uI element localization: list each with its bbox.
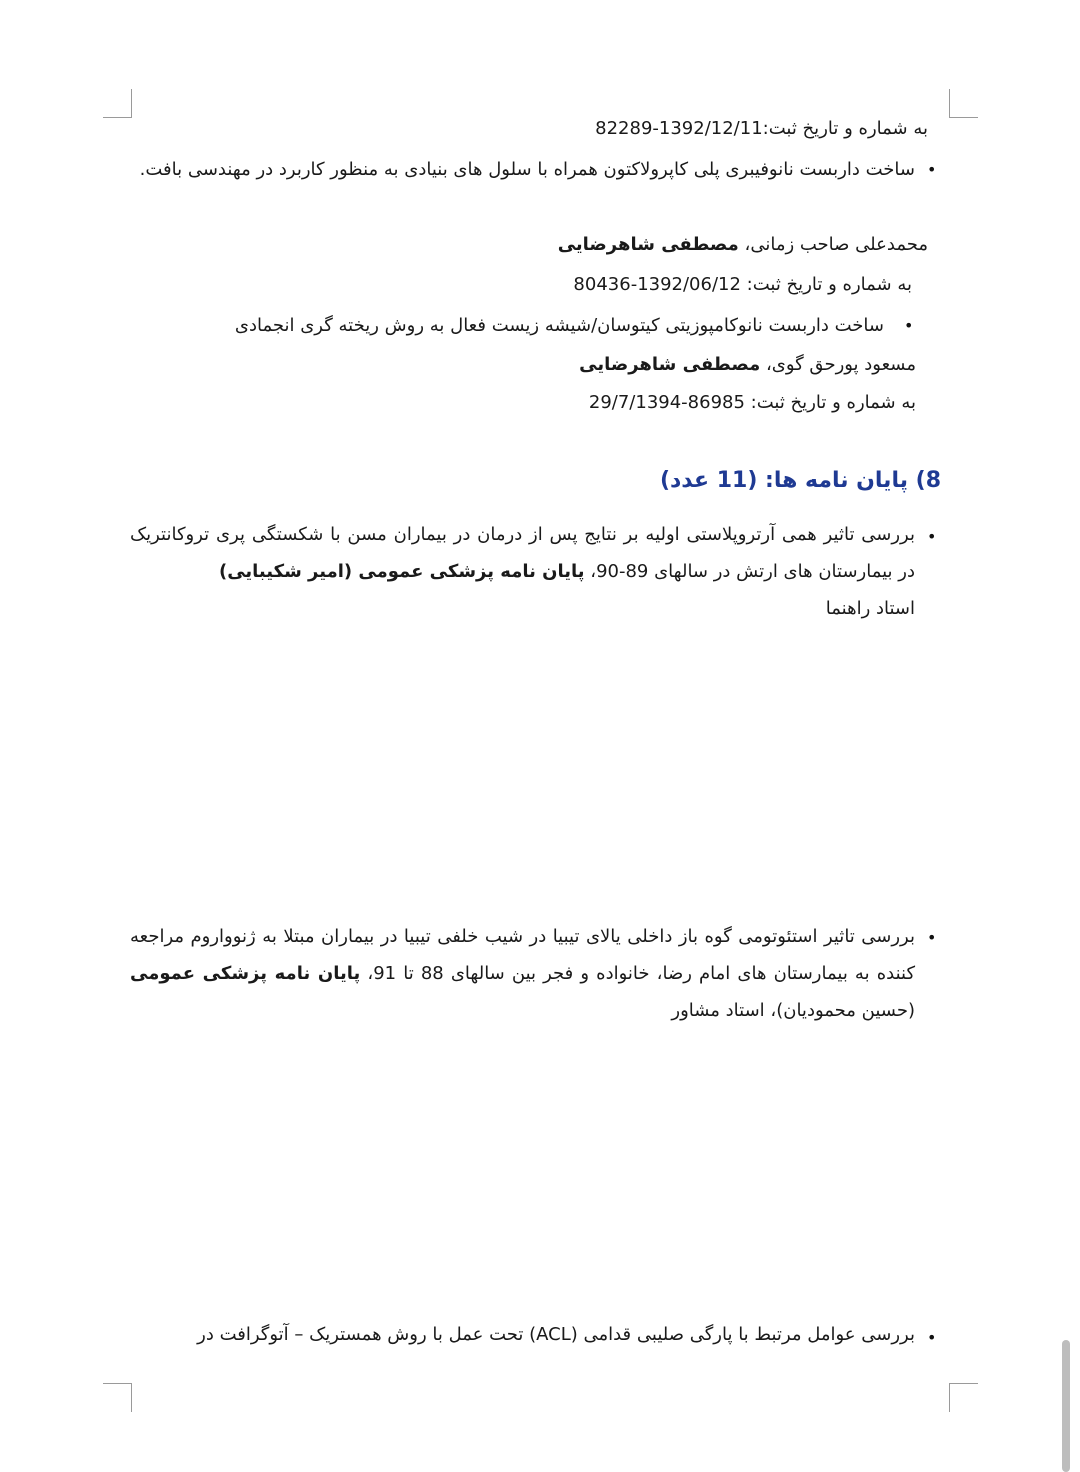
thesis-1-role: استاد راهنما [825,598,915,619]
section-heading-theses: 8) پایان نامه ها: (11 عدد) [659,468,941,493]
thesis-item-3: بررسی عوامل مرتبط با پارگی صلیبی قدامی (ACL) تحت عمل با روش همستریک – آتوگرافت در [197,1324,915,1345]
vertical-scrollbar[interactable] [1062,1340,1070,1472]
thesis-1-bold: پایان نامه پزشکی عمومی (امیر شکیبایی) [218,561,585,582]
authors-2-names: مسعود پورحق گوی، [760,354,916,375]
authors-2-bold-name: مصطفی شاهرضایی [579,354,761,375]
bullet-thesis-2: • [927,928,937,947]
thesis-1-text: بررسی تاثیر همی آرتروپلاستی اولیه بر نتایج پس از درمان در بیماران مسن با شکستگی پری تروکانتریک در بیمارستان های ارتش در سالهای 89-90، [130,524,915,582]
registration-line-3: به شماره و تاریخ ثبت: 86985-29/7/1394 [588,392,916,413]
registration-line-1: به شماره و تاریخ ثبت:1392/12/11-82289 [595,118,928,139]
crop-mark-bottom-right [949,1383,978,1412]
patent-item-2: ساخت داربست نانوکامپوزیتی کیتوسان/شیشه زیست فعال به روش ریخته گری انجمادی [234,315,884,336]
crop-mark-top-left [103,89,132,118]
bullet-item-1: • [927,160,937,179]
bullet-item-2: • [904,316,914,335]
crop-mark-bottom-left [103,1383,132,1412]
authors-line-2 [579,352,916,378]
bullet-thesis-1: • [927,527,937,546]
bullet-thesis-3: • [927,1328,937,1347]
thesis-2-role: (حسین محمودیان)، استاد مشاور [671,1000,915,1021]
authors-line-1 [558,232,928,258]
crop-mark-top-right [949,89,978,118]
thesis-2-bold: پایان نامه پزشکی عمومی [130,963,361,984]
patent-item-1: ساخت داربست نانوفیبری پلی کاپرولاکتون همراه با سلول های بنیادی به منظور کاربرد در مهندسی بافت. [139,159,915,180]
authors-1-bold-name: مصطفی شاهرضایی [557,234,739,255]
registration-line-2: به شماره و تاریخ ثبت: 1392/06/12-80436 [573,274,912,295]
thesis-item-1 [130,516,915,627]
thesis-item-2 [130,918,915,1029]
authors-1-names: محمدعلی صاحب زمانی، [738,234,928,255]
thesis-2-text: بررسی تاثیر استئوتومی گوه باز داخلی یالای تیبیا در شیب خلفی تیبیا در بیماران مبتلا به ژنوواروم مراجعه کننده به بیمارستان های امام رضا، خانواده و فجر بین سالهای 88 تا 91، [130,926,916,984]
